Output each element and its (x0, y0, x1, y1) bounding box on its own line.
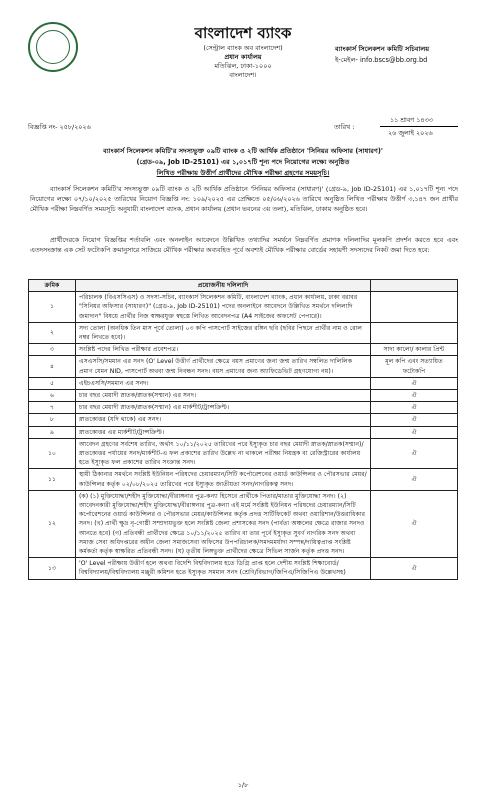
row-document: স্নাতকোত্তর (যদি থাকে) এর সনদ। (76, 414, 371, 426)
row-serial: ৯ (29, 426, 76, 438)
row-serial: ৭ (29, 402, 76, 414)
table-row (29, 414, 458, 426)
table-row (29, 426, 458, 438)
table-row (29, 490, 458, 557)
row-note: মূল কপি এবং সত্যায়িত ফটোকপি (371, 356, 458, 377)
row-note: ঐ (371, 469, 458, 490)
row-note: ঐ (371, 414, 458, 426)
row-document: স্থায়ী ঠিকানার সমর্থনে সংশ্লিষ্ট ইউনিয়ন পরিষদের চেয়ারম্যান/সিটি কর্পোরেশনের ওয়ার্ড কাউন্সিলর ও পৌরসভার মেয়র/কাউন্সিলর কর্তৃক ০২/০৮/২০২৫ তারিখের পরে ইস্যুকৃত জাতীয়তা সনদ/নাগরিকত্ব সনদ। (76, 469, 371, 490)
row-document: সদ্য তোলা (অনধিক তিন মাস পূর্বে তোলা) ০৩ কপি পাসপোর্ট সাইজের রঙ্গিন ছবি (ছবির পিছনে প্রার্থীর নাম ও রোল নম্বর লিখতে হবে)। (76, 322, 371, 343)
row-note: ঐ (371, 390, 458, 402)
documents-paragraph: প্রার্থীদেরকে নিয়োগ বিজ্ঞপ্তির শর্তাবলি এবং অনলাইন আবেদনে উল্লিখিত তথ্যাদির সমর্থনে নিম্নবর্ণিত প্রমাণক দলিলাদির মূলকপি প্রদর্শন করতে হবে এবং এতদসংক্রান্ত এক সেট ফটোকপি ক্রমানুসারে সাজিয়ে মৌখিক পরীক্ষার অব্যবহিত পূর্বে অবশ্যই মৌখিক পরীক্ষার বোর্ডের সহায়ণী সদস্যদের নিকট জমা দিতে হবে: (30, 236, 458, 254)
bank-seal-icon (36, 30, 70, 64)
notice-number: বিজ্ঞপ্তি নং- ২৫৮/২০২৬ (28, 123, 91, 131)
title-line3: লিখিত পরীক্ষায় উত্তীর্ণ প্রার্থীদের মৌখিক পরীক্ষা গ্রহণের সময়সূচি। (156, 169, 330, 177)
row-document: চার বছর মেয়াদী স্নাতক/স্নাতক(সম্মান) এর মার্কশীট/ট্রান্সক্রিপ্ট। (76, 402, 371, 414)
row-serial: ৪ (29, 356, 76, 377)
page-number: ১/৮ (237, 781, 249, 789)
bank-sub-line4: বাংলাদেশ। (229, 71, 257, 79)
table-row (29, 469, 458, 490)
row-note: সাদা কালো/ কালার প্রিন্ট (371, 344, 458, 356)
table-row (29, 322, 458, 343)
table-row (29, 356, 458, 377)
col-document-header: প্রয়োজনীয় দলিলাদি (76, 280, 371, 292)
row-document: এইচএসসি/সমমান এর সনদ। (76, 377, 371, 389)
table-header-row (29, 280, 458, 292)
title-line1: ব্যাংকার্স সিলেকশন কমিটি'র সদস্যভুক্ত ০৯টি ব্যাংক ও ২টি আর্থিক প্রতিষ্ঠানে 'সিনিয়র অফিসার (সাধারণ)' (103, 147, 383, 155)
row-serial: ২ (29, 322, 76, 343)
row-document: এসএসসি/সমমান এর সনদ (O' Level উত্তীর্ণ প্রার্থীদের ক্ষেত্রে বয়স প্রমাণের জন্য জন্ম তারিখ সম্বলিত দালিলিক প্রমাণ যেমন NID, পাসপোর্ট অথবা জন্ম নিবন্ধন সনদ। বয়স প্রমাণের জন্য অ্যাফিডেভিট গ্রহণযোগ্য নয়)। (76, 356, 371, 377)
row-document: স্নাতকোত্তর এর মার্কশীট/ট্রান্সক্রিপ্ট। (76, 426, 371, 438)
bank-name: বাংলাদেশ ব্যাংক (194, 24, 292, 42)
row-document: আবেদন গ্রহণের সর্বশেষ তারিখ, অর্থাৎ ১০/১১/২০২৫ তারিখের পরে ইস্যুকৃত চার বছর মেয়াদী স্নাতক/স্নাতক(সম্মান)/স্নাতকোত্তর পর্যায়ের সনদ/মার্কশীট-এ ফল প্রকাশের তারিখ উল্লেখ না থাকলে পরীক্ষা নিয়ন্ত্রক বা রেজিস্ট্রারের কার্যালয় হতে ইস্যুকৃত ফল প্রকাশের তারিখ সংক্রান্ত সনদ। (76, 438, 371, 469)
row-document: সংশ্লিষ্ট পদের লিখিত পরীক্ষার প্রবেশপত্র। (76, 344, 371, 356)
table-row (29, 402, 458, 414)
row-serial: ৬ (29, 390, 76, 402)
secretariat-email: ই-মেইল- info.bscs@bb.org.bd (335, 56, 428, 64)
bank-logo (28, 22, 78, 72)
table-row (29, 292, 458, 323)
date-divider (380, 126, 458, 127)
row-serial: ১১ (29, 469, 76, 490)
title-line2: (গ্রেড-০৯, Job ID-25101) এর ১,০১৭টি শূন্য পদে নিয়োগের লক্ষ্যে অনুষ্ঠিত (136, 158, 350, 166)
table-row (29, 390, 458, 402)
row-note: ঐ (371, 438, 458, 469)
row-serial: ৮ (29, 414, 76, 426)
row-serial: ১ (29, 292, 76, 323)
row-note: ঐ (371, 558, 458, 579)
table-row (29, 377, 458, 389)
row-note: ঐ (371, 426, 458, 438)
intro-paragraph: ব্যাংকার্স সিলেকশন কমিটি'র সদস্যভুক্ত ০৯টি ব্যাংক ও ২টি আর্থিক প্রতিষ্ঠানে 'সিনিয়র অফিসার (সাধারণ)' (গ্রেড-৯, Job ID-25101) এর ১,০১৭টি শূন্য পদে নিয়োগের লক্ষ্যে ০৭/১০/২০২৫ তারিখের নিয়োগ বিজ্ঞপ্তি নং: ১০৯/২০২৫ এর প্রেক্ষিতে ০৫/০৬/২০২৬ তারিখে অনুষ্ঠিত লিখিত পরীক্ষায় উত্তীর্ণ ৩,১৪৭ জন প্রার্থীর মৌখিক পরীক্ষা নিম্নবর্ণিত সময়সূচি অনুযায়ী বাংলাদেশ ব্যাংক, প্রধান কার্যালয় (প্রধান ভবনের ৩য় তলা), মতিঝিল, ঢাকায় অনুষ্ঠিত হবে। (30, 185, 458, 213)
row-document: 'O' Level পরীক্ষায় উত্তীর্ণ হলে অথবা বিদেশি বিশ্ববিদ্যালয় হতে ডিগ্রি প্রাপ্ত হলে দেশীয় সংশ্লিষ্ট শিক্ষাবোর্ড/বিশ্ববিদ্যালয়/বিশ্ববিদ্যালয় মঞ্জুরী কমিশন হতে ইস্যুকৃত সমমান সনদ (শ্রেণি/বিভাগ/জিপিএ/সিজিপিএ উল্লেখসহ) (76, 558, 371, 579)
row-serial: ১০ (29, 438, 76, 469)
date-english: ২৬ জুলাই ২০২৬ (388, 129, 433, 137)
row-document: চার বছর মেয়াদী স্নাতক/স্নাতক(সম্মান) এর সনদ। (76, 390, 371, 402)
date-label: তারিখ : (334, 123, 355, 131)
row-document: (ক) (১) মুক্তিযোদ্ধা/শহীদ মুক্তিযোদ্ধা/বীরাঙ্গনার পুত্র-কন্যা হিসেবে প্রার্থীকে পিতার/মাতার মুক্তিযোদ্ধা সনদ। (২) আবেদনকারী মুক্তিযোদ্ধা/শহীদ মুক্তিযোদ্ধা/বীরাঙ্গনার পুত্র-কন্যা এই মর্মে সংশ্লিষ্ট ইউনিয়ন পরিষদের চেয়ারম্যান/সিটি কর্পোরেশনের ওয়ার্ড কাউন্সিলর ও পৌরসভার মেয়র/কাউন্সিলর কর্তৃক প্রদত্ত সার্টিফিকেট অথবা ওয়ারিশান/উত্তরাধিকার সনদ। (খ) প্রার্থী ক্ষুদ্র নৃ-গোষ্ঠী সম্প্রদায়ভুক্ত হলে সংশ্লিষ্ট জেলা প্রশাসকের সনদ (পার্বত্য অঞ্চলের ক্ষেত্রে রাজার সনদও আনতে হবে) (গ) প্রতিবন্ধী প্রার্থীদের ক্ষেত্রে ১০/১১/২০২৫ তারিখ বা তার পূর্বে ইস্যুকৃত সুবর্ণ নাগরিক সনদ অথবা সমাজ সেবা অধিদপ্তরের অধীন জেলা সমাজসেবা অফিসের উপপরিচালক/সমদমমর্যাদা সম্পন্ন/দায়িত্বপ্রাপ্ত সংশ্লিষ্ট কর্মকর্তা কর্তৃক স্বাক্ষরিত প্রতিবন্ধী সনদ। (ঘ) তৃতীয় লিঙ্গভুক্ত প্রার্থীদের ক্ষেত্রে সিভিল সার্জন কর্তৃক প্রদত্ত সনদ। (76, 490, 371, 557)
table-row (29, 438, 458, 469)
row-serial: ৩ (29, 344, 76, 356)
documents-table (28, 279, 458, 580)
col-note-header (371, 280, 458, 292)
row-note (371, 322, 458, 343)
row-note (371, 292, 458, 323)
date-bangla: ১১ শ্রাবণ ১৪৩৩ (390, 116, 433, 124)
row-serial: ১৩ (29, 558, 76, 579)
row-note: ঐ (371, 490, 458, 557)
col-serial-header: ক্রমিক (29, 280, 76, 292)
row-note: ঐ (371, 377, 458, 389)
bank-sub-line3: মতিঝিল, ঢাকা-১০০০ (214, 62, 272, 70)
bank-sub-line2: প্রধান কার্যালয় (224, 53, 262, 61)
row-note: ঐ (371, 402, 458, 414)
secretariat-label: ব্যাংকার্স সিলেকশন কমিটি সচিবালয় (335, 45, 430, 53)
table-row (29, 344, 458, 356)
row-serial: ১২ (29, 490, 76, 557)
table-row (29, 558, 458, 579)
row-serial: ৫ (29, 377, 76, 389)
bank-sub-line1: (সেন্ট্রাল ব্যাংক অব বাংলাদেশ) (203, 44, 283, 52)
row-document: পরিচালক (বিএসসিএস) ও সদস্য-সচিব, ব্যাংকার্স সিলেকশন কমিটি, বাংলাদেশ ব্যাংক, প্রধান কার্যালয়, ঢাকা বরাবর "সিনিয়র অফিসার (সাধারণ)" (গ্রেড-৯, Job ID-25101) পদের অনলাইনে আবেদনে উল্লিখিত সমর্থনে দলিলাদি জমাদান" বিষয়ে প্রার্থীর নিজ স্বাক্ষরযুক্ত স্বহস্তে লিখিত আবেদনপত্র (A4 সাইজের অফসেট পেপারে)। (76, 292, 371, 323)
